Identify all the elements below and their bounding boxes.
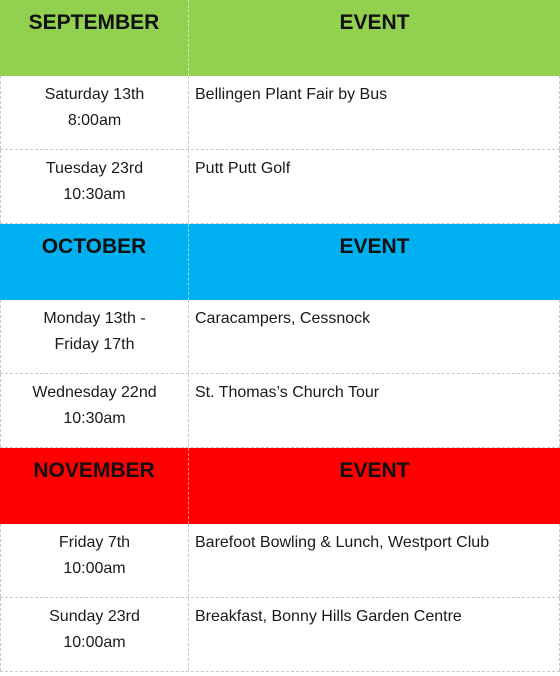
table-row — [0, 76, 560, 150]
event-name: Bellingen Plant Fair by Bus — [189, 76, 560, 149]
date-cell — [0, 374, 189, 447]
date-cell — [0, 524, 189, 597]
event-name: Caracampers, Cessnock — [189, 300, 560, 373]
event-column-header: EVENT — [339, 235, 410, 258]
date-cell — [0, 300, 189, 373]
september-header-row — [0, 0, 560, 76]
november-header-row — [0, 448, 560, 524]
event-date: Tuesday 23rd — [45, 160, 144, 177]
event-time: Friday 17th — [54, 336, 135, 353]
date-cell — [0, 150, 189, 223]
table-row — [0, 300, 560, 374]
month-header-october: OCTOBER — [0, 224, 189, 300]
table-row — [0, 598, 560, 672]
table-row — [0, 150, 560, 224]
table-row — [0, 524, 560, 598]
month-header-september: SEPTEMBER — [0, 0, 189, 76]
table-row — [0, 374, 560, 448]
event-name: Breakfast, Bonny Hills Garden Centre — [189, 598, 560, 671]
event-date: Wednesday 22nd — [32, 384, 157, 401]
event-date: Sunday 23rd — [49, 608, 140, 625]
month-header-november: NOVEMBER — [0, 448, 189, 524]
event-date: Friday 7th — [58, 534, 131, 551]
date-cell — [0, 598, 189, 671]
october-header-row — [0, 224, 560, 300]
event-time: 10:00am — [63, 560, 126, 577]
event-column-header: EVENT — [339, 11, 410, 34]
event-name: Putt Putt Golf — [189, 150, 560, 223]
event-name: Barefoot Bowling & Lunch, Westport Club — [189, 524, 560, 597]
event-date: Saturday 13th — [44, 86, 145, 103]
date-cell — [0, 76, 189, 149]
event-date: Monday 13th - — [43, 310, 146, 327]
event-time: 8:00am — [67, 112, 122, 129]
event-time: 10:30am — [63, 410, 126, 427]
event-time: 10:00am — [63, 634, 126, 651]
event-time: 10:30am — [63, 186, 126, 203]
event-column-header: EVENT — [339, 459, 410, 482]
event-name: St. Thomas’s Church Tour — [189, 374, 560, 447]
